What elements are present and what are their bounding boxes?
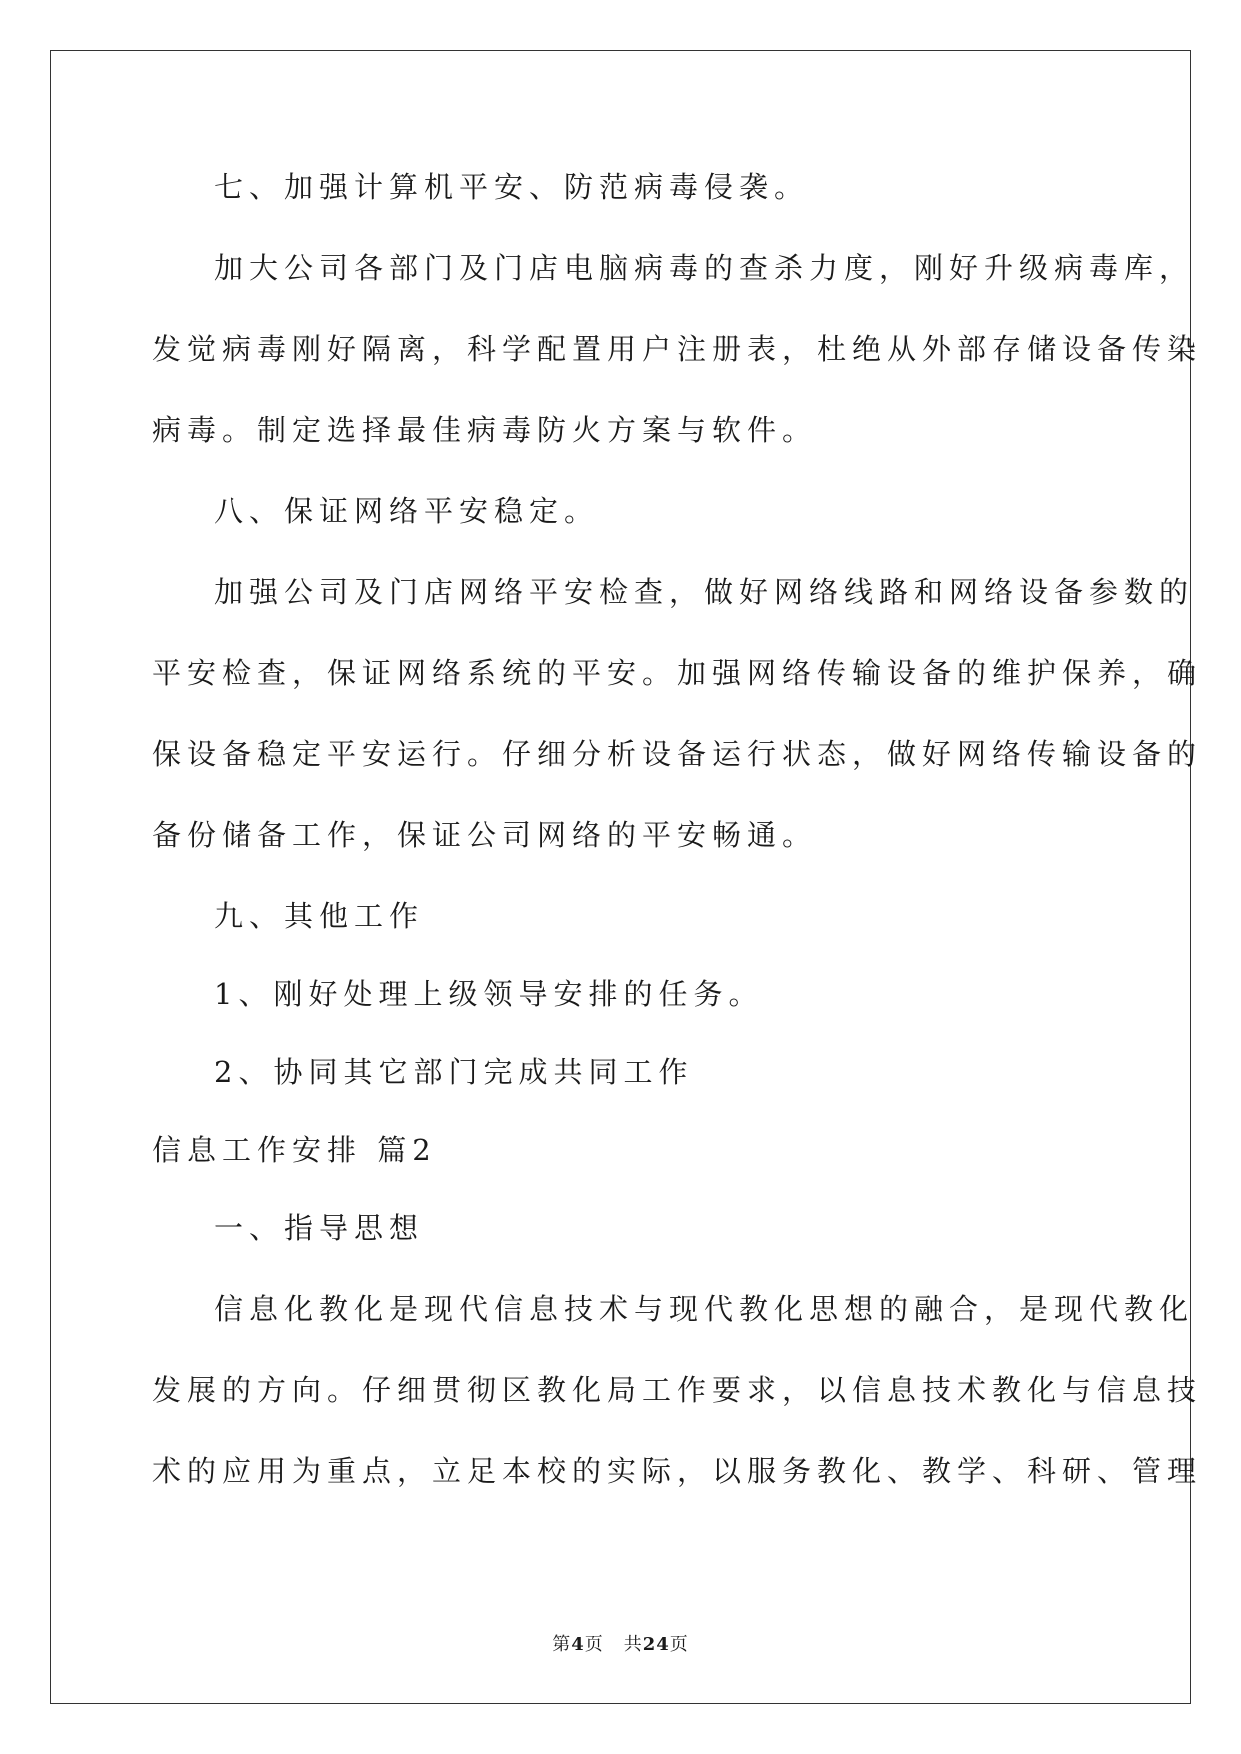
paragraph-line: 平安检查，保证网络系统的平安。加强网络传输设备的维护保养，确 (152, 656, 1203, 690)
total-unit: 页 (669, 1634, 689, 1655)
total-pages: 24 (642, 1634, 670, 1655)
paragraph-line: 发觉病毒刚好隔离，科学配置用户注册表，杜绝从外部存储设备传染 (152, 332, 1203, 366)
page-unit: 页 (584, 1634, 604, 1655)
section-heading-8: 八、保证网络平安稳定。 (214, 494, 600, 528)
document-subtitle: 信息工作安排 篇2 (152, 1133, 437, 1167)
paragraph-line: 加强公司及门店网络平安检查，做好网络线路和网络设备参数的 (214, 575, 1195, 609)
page-footer (0, 1630, 1241, 1656)
paragraph-line: 加大公司各部门及门店电脑病毒的查杀力度，刚好升级病毒库， (214, 251, 1195, 285)
paragraph-line: 病毒。制定选择最佳病毒防火方案与软件。 (152, 413, 818, 447)
list-item: 2、协同其它部门完成共同工作 (214, 1055, 694, 1089)
page-prefix: 第 (552, 1634, 572, 1655)
list-item: 1、刚好处理上级领导安排的任务。 (214, 977, 764, 1011)
paragraph-line: 保设备稳定平安运行。仔细分析设备运行状态，做好网络传输设备的 (152, 737, 1203, 771)
paragraph-line: 备份储备工作，保证公司网络的平安畅通。 (152, 818, 818, 852)
paragraph-line: 信息化教化是现代信息技术与现代教化思想的融合，是现代教化 (214, 1292, 1195, 1326)
section-heading-1: 一、指导思想 (214, 1211, 425, 1245)
section-heading-9: 九、其他工作 (214, 899, 425, 933)
section-heading-7: 七、加强计算机平安、防范病毒侵袭。 (214, 170, 810, 204)
total-prefix: 共 (623, 1634, 643, 1655)
paragraph-line: 发展的方向。仔细贯彻区教化局工作要求，以信息技术教化与信息技 (152, 1373, 1203, 1407)
paragraph-line: 术的应用为重点，立足本校的实际，以服务教化、教学、科研、管理 (152, 1454, 1203, 1488)
document-body (152, 167, 1203, 1491)
page-number: 4 (571, 1634, 585, 1655)
